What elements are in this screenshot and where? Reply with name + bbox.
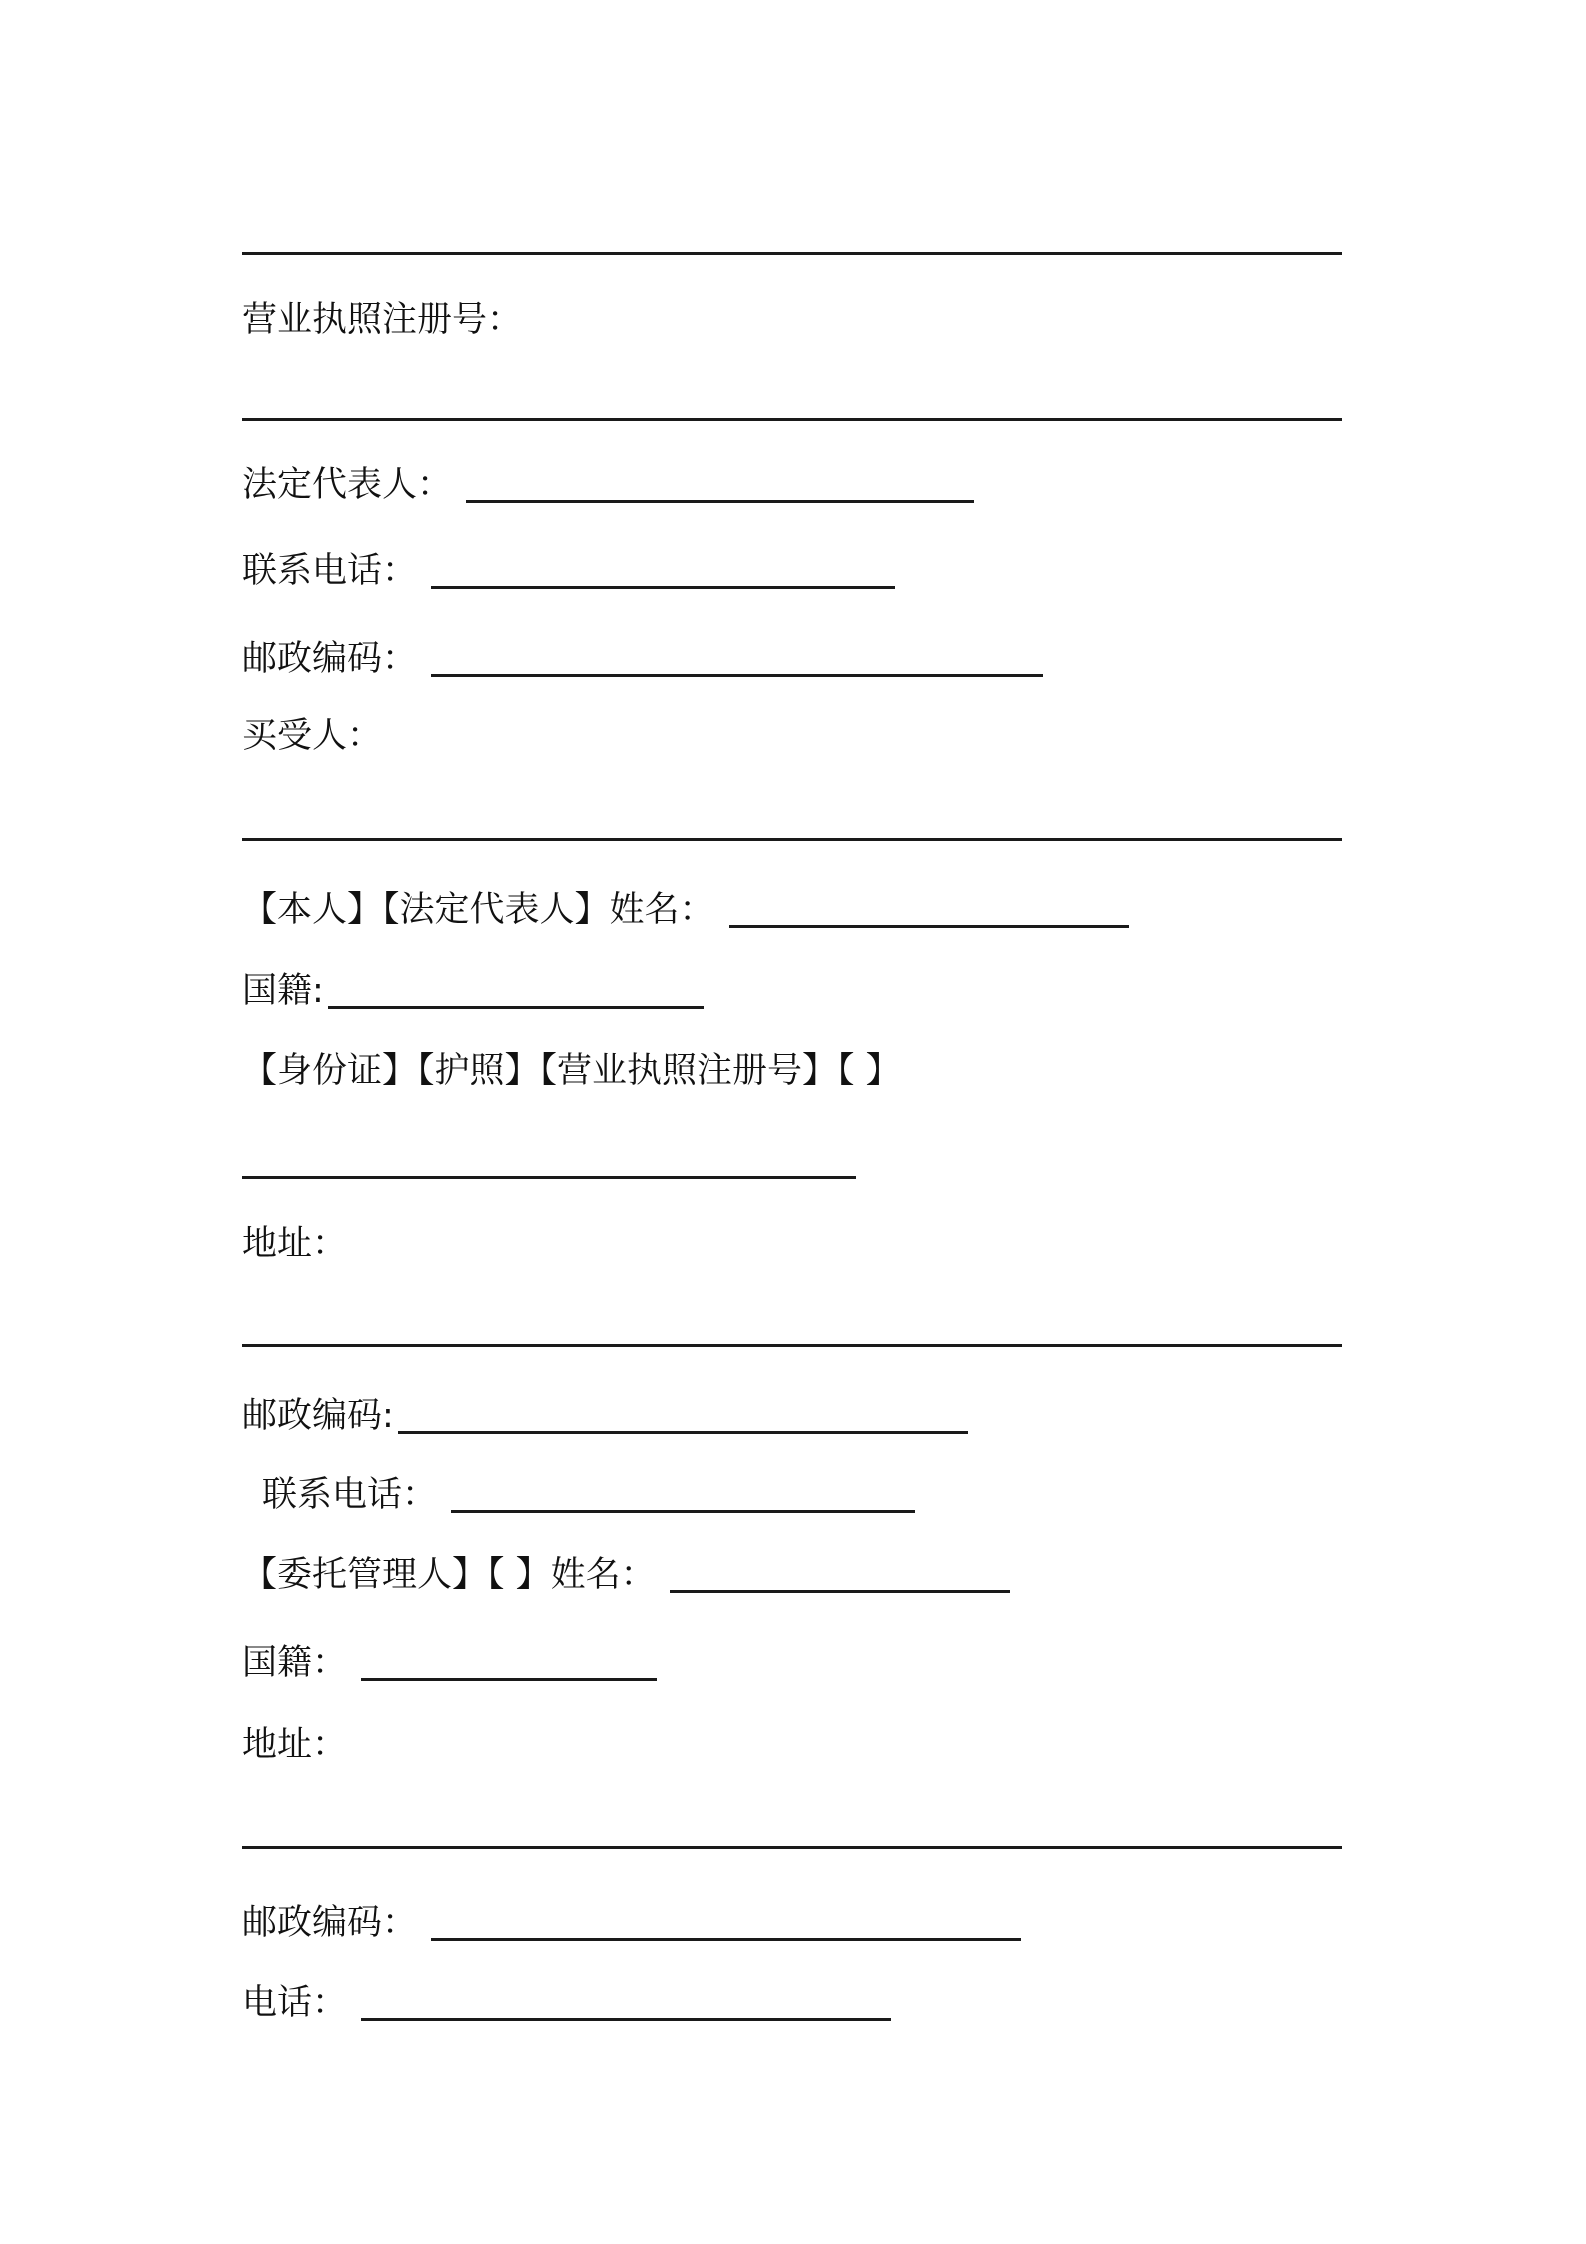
- agent-nationality-row: [242, 1625, 657, 1685]
- buyer-postcode-row: [242, 1378, 968, 1438]
- agent-phone-blank[interactable]: [361, 2018, 891, 2021]
- seller-legal-rep-row: [242, 447, 974, 507]
- buyer-label: 买受人：: [242, 716, 383, 756]
- buyer-nationality-label: 国籍:: [242, 971, 324, 1011]
- seller-phone-blank[interactable]: [431, 586, 895, 589]
- buyer-address-fill-line[interactable]: [242, 1344, 1342, 1347]
- buyer-id-type-row: [242, 1033, 901, 1093]
- agent-address-label: 地址：: [242, 1725, 348, 1765]
- seller-address-fill-line[interactable]: [242, 252, 1342, 255]
- agent-phone-row: [242, 1965, 891, 2025]
- buyer-postcode-label: 邮政编码:: [242, 1396, 394, 1436]
- agent-address-row: [242, 1707, 347, 1767]
- buyer-phone-blank[interactable]: [451, 1510, 915, 1513]
- seller-postcode-label: 邮政编码：: [242, 639, 418, 679]
- buyer-name-label: 【本人】【法定代表人】姓名：: [242, 890, 715, 930]
- agent-name-label: 【委托管理人】【 】姓名：: [242, 1555, 656, 1595]
- buyer-postcode-blank[interactable]: [398, 1431, 968, 1434]
- buyer-phone-row: [262, 1457, 915, 1517]
- license-reg-no-fill-line[interactable]: [242, 418, 1342, 421]
- buyer-phone-label: 联系电话：: [262, 1475, 438, 1515]
- agent-name-blank[interactable]: [670, 1590, 1010, 1593]
- buyer-address-row: [242, 1206, 347, 1266]
- buyer-id-type-label: 【身份证】【护照】【营业执照注册号】【 】: [242, 1051, 901, 1091]
- seller-legal-rep-label: 法定代表人：: [242, 465, 453, 505]
- license-reg-no-row: [242, 282, 522, 342]
- agent-postcode-label: 邮政编码：: [242, 1903, 418, 1943]
- buyer-fill-line[interactable]: [242, 838, 1342, 841]
- agent-name-row: [242, 1537, 1010, 1597]
- agent-postcode-blank[interactable]: [431, 1938, 1021, 1941]
- agent-address-fill-line[interactable]: [242, 1846, 1342, 1849]
- seller-postcode-row: [242, 621, 1043, 681]
- seller-legal-rep-blank[interactable]: [466, 500, 974, 503]
- buyer-row: [242, 698, 382, 758]
- license-reg-no-label: 营业执照注册号：: [242, 300, 523, 340]
- seller-phone-row: [242, 533, 895, 593]
- agent-nationality-blank[interactable]: [361, 1678, 657, 1681]
- seller-postcode-blank[interactable]: [431, 674, 1043, 677]
- buyer-name-row: [242, 872, 1129, 932]
- buyer-name-blank[interactable]: [729, 925, 1129, 928]
- agent-postcode-row: [242, 1885, 1021, 1945]
- buyer-address-label: 地址：: [242, 1224, 348, 1264]
- agent-phone-label: 电话：: [242, 1983, 348, 2023]
- buyer-nationality-row: [242, 953, 704, 1013]
- buyer-nationality-blank[interactable]: [328, 1006, 704, 1009]
- buyer-id-number-fill-line[interactable]: [242, 1176, 856, 1179]
- agent-nationality-label: 国籍：: [242, 1643, 348, 1683]
- seller-phone-label: 联系电话：: [242, 551, 418, 591]
